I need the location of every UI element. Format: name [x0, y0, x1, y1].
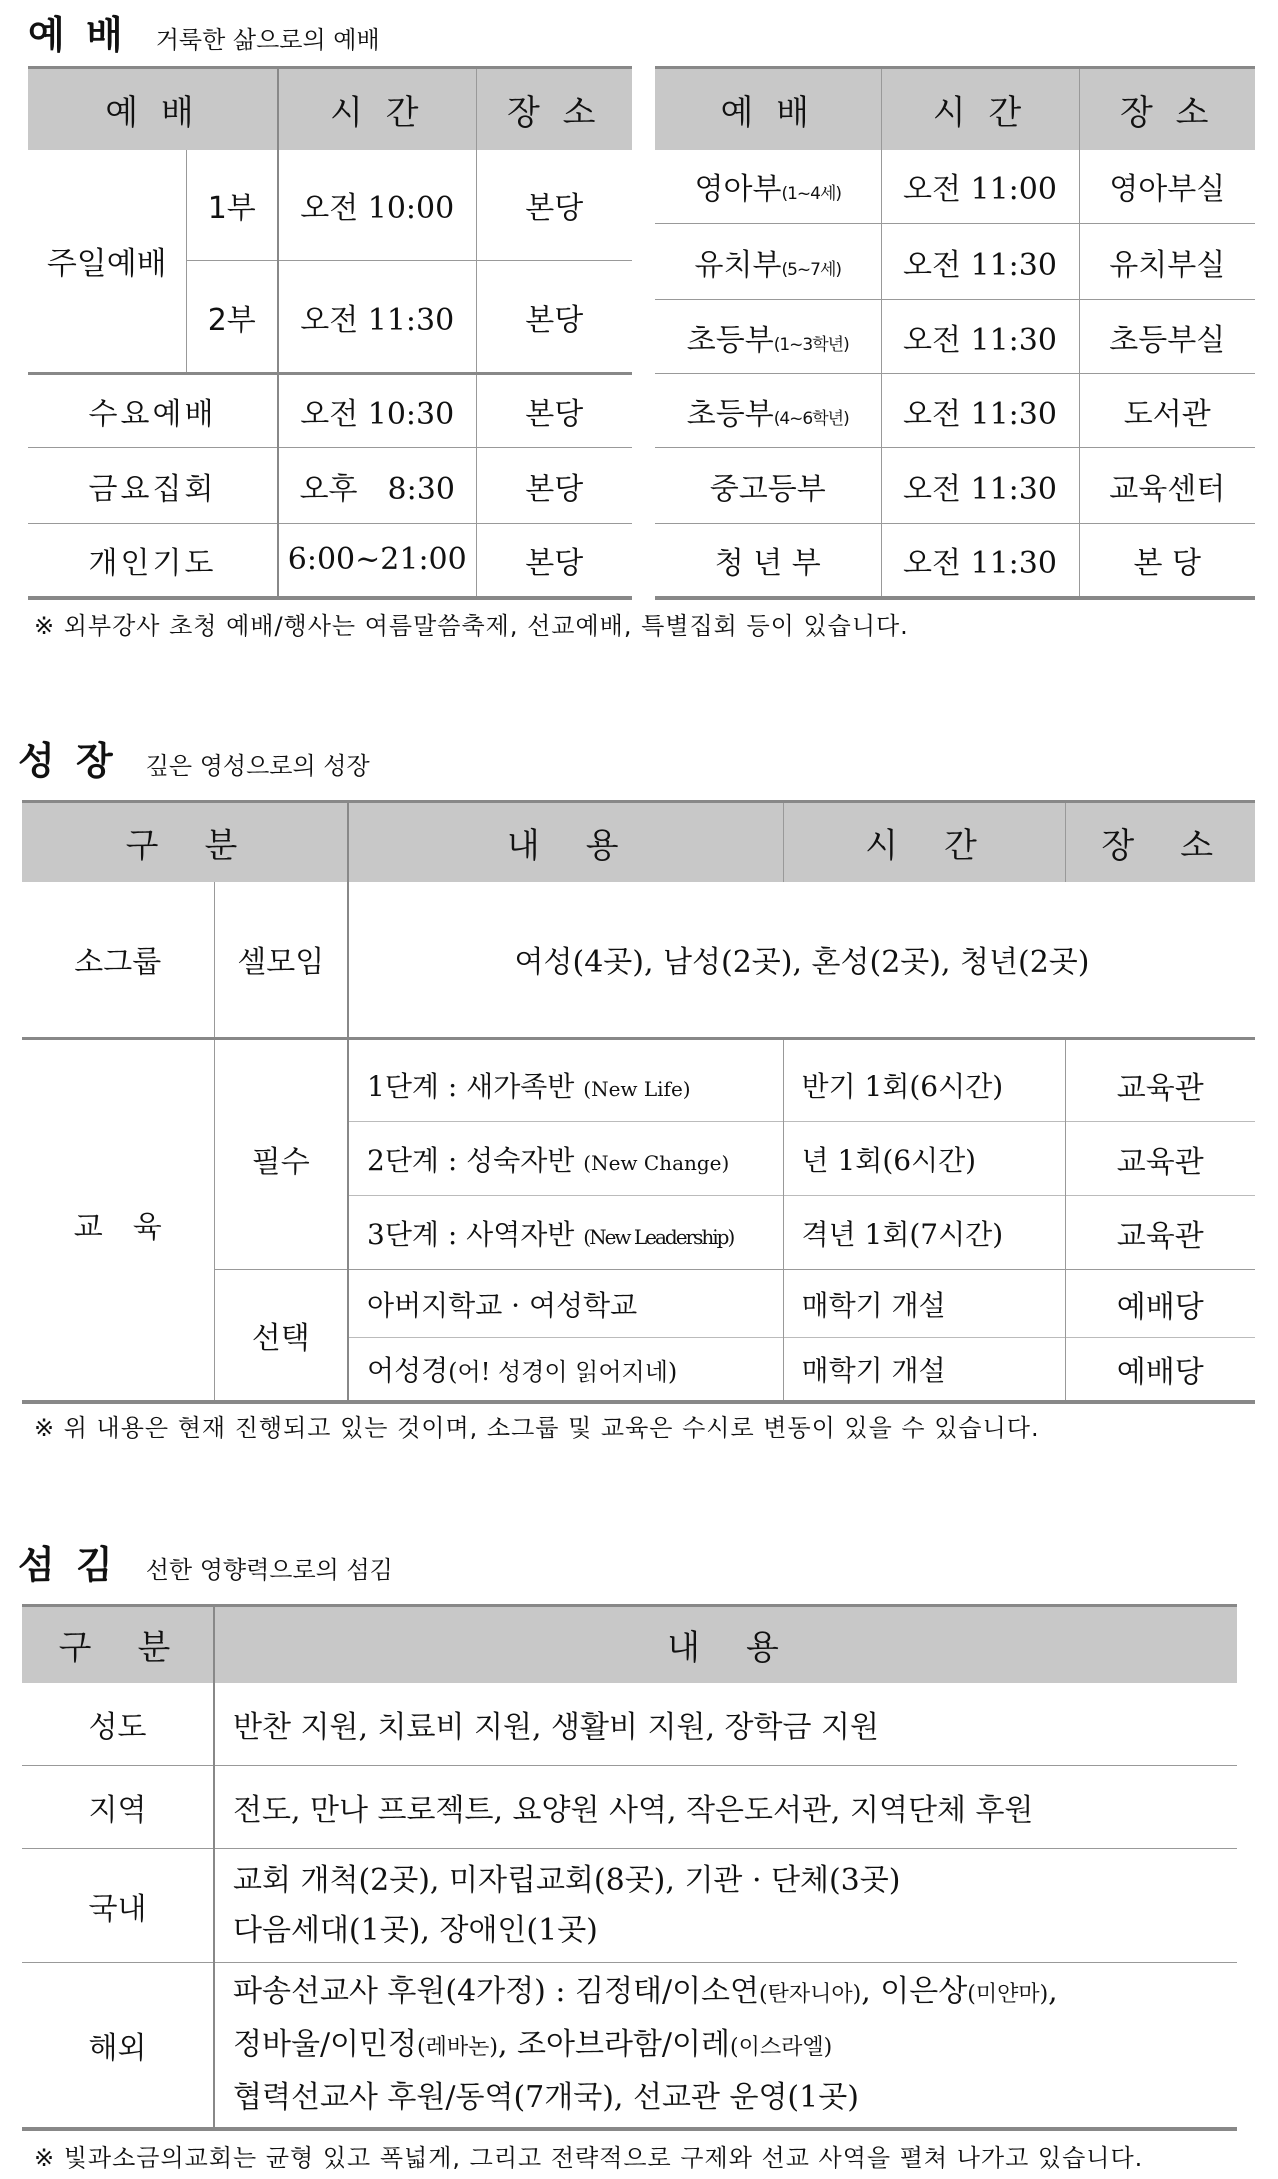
growth-subtitle: 깊은 영성으로의 성장 — [145, 752, 370, 780]
header-time: 시 간 — [881, 68, 1079, 150]
header-place: 장 소 — [476, 68, 632, 150]
country-text: (이스라엘) — [729, 2034, 833, 2060]
education-label: 교 육 — [22, 1049, 214, 1402]
place-cell: 예배당 — [1065, 1270, 1255, 1338]
missionary-text: 정바울/이민정 — [233, 2026, 417, 2062]
header-worship: 예 배 — [655, 68, 881, 150]
place-cell: 본당 — [476, 150, 632, 261]
service-content-line: 교회 개척(2곳), 미자립교회(8곳), 기관 · 단체(3곳) — [233, 1862, 901, 1898]
cell-meeting-label: 셀모임 — [214, 882, 348, 1039]
time-cell: 오후 8:30 — [278, 448, 476, 524]
time-cell: 6:00~21:00 — [278, 524, 476, 598]
time-cell: 오전 10:00 — [278, 150, 476, 261]
service-content-line: 다음세대(1곳), 장애인(1곳) — [233, 1912, 598, 1948]
smallgroup-content: 여성(4곳), 남성(2곳), 혼성(2곳), 청년(2곳) — [514, 945, 1090, 981]
worship-note: ※ 외부강사 초청 예배/행사는 여름말씀축제, 선교예배, 특별집회 등이 있습니다. — [34, 612, 909, 640]
place-cell: 도서관 — [1079, 374, 1255, 448]
dept-name: 유치부 — [694, 247, 782, 283]
row-name: 금요집회 — [88, 471, 217, 507]
place-cell: 영아부실 — [1079, 150, 1255, 224]
growth-title: 성 장 — [18, 739, 117, 783]
place-cell: 교육센터 — [1079, 448, 1255, 524]
overseas-line-3: 협력선교사 후원/동역(7개국), 선교관 운영(1곳) — [233, 2079, 859, 2115]
worship-section-title — [28, 4, 380, 59]
dept-name: 중고등부 — [709, 471, 826, 507]
service-section-title — [18, 1534, 393, 1589]
header-time: 시 간 — [278, 68, 476, 150]
missionary-text: , 이은상 — [861, 1973, 968, 2009]
header-worship: 예 배 — [28, 68, 278, 150]
step-eng: (New Change) — [583, 1150, 730, 1175]
dept-age: (4~6학년) — [773, 408, 849, 429]
place-cell: 본당 — [476, 524, 632, 598]
service-cat: 해외 — [22, 1963, 214, 2129]
row-name: 수요예배 — [88, 397, 217, 432]
service-cat: 성도 — [22, 1683, 214, 1766]
service-content: 반찬 지원, 치료비 지원, 생활비 지원, 장학금 지원 — [233, 1709, 879, 1745]
service-table — [22, 1604, 1237, 2131]
dept-name: 영아부 — [694, 172, 782, 208]
growth-note: ※ 위 내용은 현재 진행되고 있는 것이며, 소그룹 및 교육은 수시로 변동이 있을 수 있습니다. — [34, 1414, 1040, 1442]
dept-name: 초등부 — [686, 396, 774, 432]
place-cell: 본당 — [476, 374, 632, 448]
header-content: 내 용 — [348, 802, 783, 882]
dept-age: (1~3학년) — [773, 334, 849, 355]
service-title: 섬 김 — [18, 1543, 117, 1587]
header-content: 내 용 — [214, 1606, 1237, 1683]
time-cell: 오전 11:30 — [881, 224, 1079, 300]
required-label: 필수 — [214, 1049, 348, 1270]
time-cell: 격년 1회(7시간) — [783, 1196, 1065, 1270]
service-cat: 지역 — [22, 1766, 214, 1849]
step-eng: (New Leadership) — [583, 1224, 734, 1249]
time-cell: 매학기 개설 — [783, 1338, 1065, 1402]
place-cell: 본당 — [476, 261, 632, 374]
missionary-text: , 조아브라함/이레 — [497, 2026, 730, 2062]
place-cell: 본 당 — [1079, 524, 1255, 598]
worship-table-right — [655, 66, 1255, 600]
smallgroup-label: 소그룹 — [22, 882, 214, 1039]
time-cell: 오전 11:30 — [881, 448, 1079, 524]
time-cell: 년 1회(6시간) — [783, 1122, 1065, 1196]
time-cell: 반기 1회(6시간) — [783, 1049, 1065, 1122]
overseas-line-1 — [233, 1967, 1237, 2020]
place-cell: 유치부실 — [1079, 224, 1255, 300]
place-cell: 본당 — [476, 448, 632, 524]
worship-subtitle: 거룩한 삶으로의 예배 — [155, 26, 380, 54]
header-category: 구 분 — [22, 802, 348, 882]
header-place: 장 소 — [1079, 68, 1255, 150]
step-eng: (New Life) — [583, 1076, 691, 1101]
service-note: ※ 빛과소금의교회는 균형 있고 폭넓게, 그리고 전략적으로 구제와 선교 사역을 펼쳐 나가고 있습니다. — [34, 2144, 1144, 2172]
header-time: 시 간 — [783, 802, 1065, 882]
missionary-text: 파송선교사 후원(4가정) : 김정태/이소연 — [233, 1973, 760, 2009]
step-name: 2단계 : 성숙자반 — [367, 1143, 575, 1177]
service-cat: 국내 — [22, 1849, 214, 1963]
time-cell: 오전 11:30 — [881, 300, 1079, 374]
part-2: 2부 — [207, 302, 256, 338]
header-place: 장 소 — [1065, 802, 1255, 882]
time-cell: 오전 11:30 — [881, 374, 1079, 448]
dept-age: (5~7세) — [781, 259, 842, 280]
optional-extra: (어! 성경이 읽어지네) — [448, 1357, 678, 1386]
dept-name: 청 년 부 — [714, 545, 821, 581]
time-cell: 오전 11:30 — [881, 524, 1079, 598]
place-cell: 교육관 — [1065, 1196, 1255, 1270]
punctuation-text: , — [1048, 1973, 1058, 2009]
overseas-line-2 — [233, 2020, 1237, 2073]
step-name: 3단계 : 사역자반 — [367, 1217, 575, 1251]
service-content: 전도, 만나 프로젝트, 요양원 사역, 작은도서관, 지역단체 후원 — [233, 1793, 1034, 1828]
worship-table-left — [28, 66, 632, 600]
growth-table — [22, 800, 1255, 1404]
worship-title: 예 배 — [28, 13, 127, 57]
time-cell: 오전 10:30 — [278, 374, 476, 448]
time-cell: 오전 11:00 — [881, 150, 1079, 224]
service-subtitle: 선한 영향력으로의 섬김 — [145, 1556, 393, 1584]
place-cell: 교육관 — [1065, 1049, 1255, 1122]
dept-name: 초등부 — [686, 322, 774, 358]
time-cell: 매학기 개설 — [783, 1270, 1065, 1338]
dept-age: (1~4세) — [781, 184, 842, 205]
time-cell: 오전 11:30 — [278, 261, 476, 374]
header-category: 구 분 — [22, 1606, 214, 1683]
place-cell: 예배당 — [1065, 1338, 1255, 1402]
place-cell: 초등부실 — [1079, 300, 1255, 374]
part-1: 1부 — [186, 150, 278, 261]
growth-section-title — [18, 730, 370, 785]
step-name: 1단계 : 새가족반 — [367, 1069, 575, 1103]
optional-label: 선택 — [214, 1270, 348, 1402]
optional-content: 어성경 — [367, 1353, 449, 1387]
sunday-worship-label: 주일예배 — [28, 150, 186, 374]
country-text: (미얀마) — [967, 1981, 1049, 2007]
optional-content: 아버지학교 · 여성학교 — [367, 1288, 638, 1322]
place-cell: 교육관 — [1065, 1122, 1255, 1196]
country-text: (레바논) — [417, 2034, 498, 2060]
row-name: 개인기도 — [88, 545, 217, 581]
country-text: (탄자니아) — [759, 1981, 862, 2007]
